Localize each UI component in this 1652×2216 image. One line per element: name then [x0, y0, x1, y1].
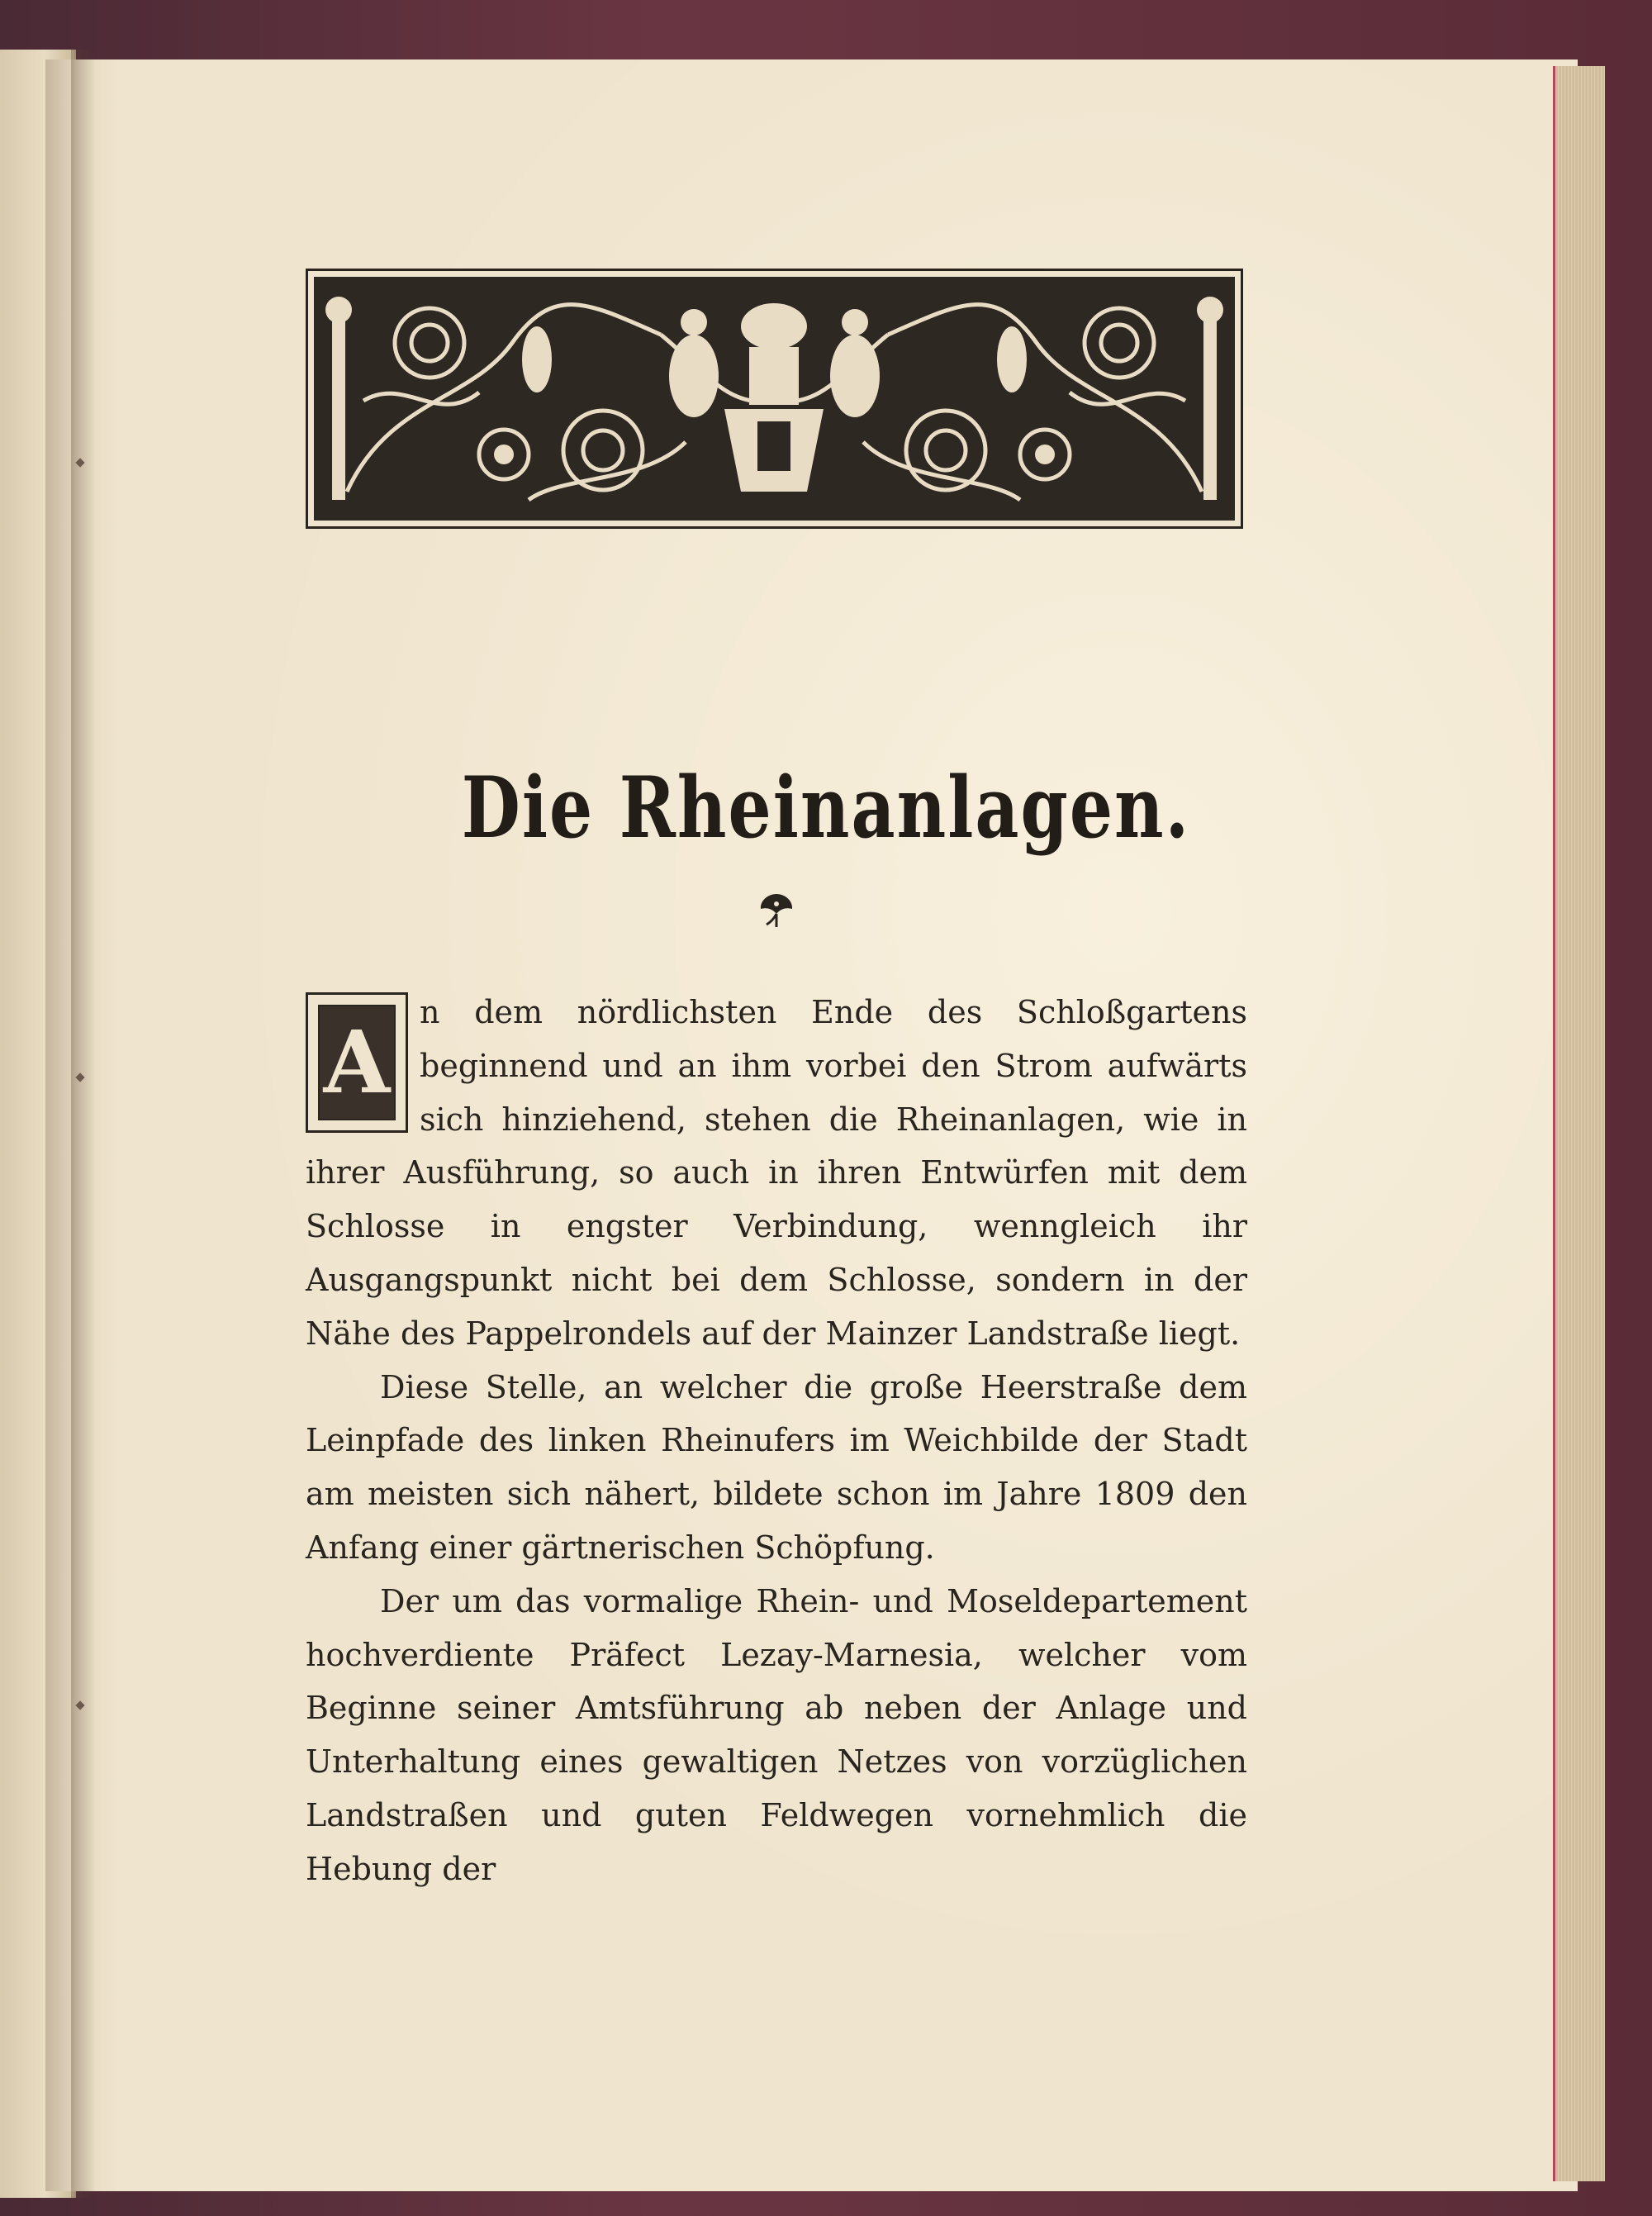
ornamental-header: [306, 269, 1243, 529]
body-text: [306, 986, 1247, 1896]
paragraph-text: n dem nördlichsten Ende des Schloßgartens beginnend und an ihm vorbei den Strom aufwärts sich hinziehend, stehen die Rheinanlagen, wie in ihrer Ausführung, so auch in ihren Entwürfen mit dem Schlosse in engster Verbindung, wenngleich ihr Ausgangspunkt nicht bei dem Schlosse, sondern in der Nähe des Pappelrondels auf der Mainzer Landstraße liegt.: [306, 994, 1247, 1352]
paragraph: [306, 986, 1247, 1361]
page-title: Die Rheinanlagen.: [461, 758, 1191, 858]
page-stack-edge: [1553, 66, 1605, 2181]
drop-cap: [306, 992, 408, 1133]
paragraph: Diese Stelle, an welcher die große Heerstraße dem Leinpfade des linken Rheinufers im Weichbilde der Stadt am meisten sich nähert, bildete schon im Jahre 1809 den Anfang einer gärtnerischen Schöpfung.: [306, 1368, 1247, 1566]
page-gutter: [71, 50, 96, 2198]
paragraph: Der um das vormalige Rhein- und Moseldepartement hochverdiente Präfect Lezay-Marnesia, welcher vom Beginne seiner Amtsführung ab neben der Anlage und Unterhaltung eines gewaltigen Netzes von vorzüglichen Landstraßen und guten Feldwegen vornehmlich die Hebung der: [306, 1582, 1247, 1887]
drop-cap-letter: A: [323, 1011, 391, 1113]
ornamental-frieze-icon: [314, 277, 1235, 521]
fleuron-leaf-icon: [756, 891, 797, 929]
